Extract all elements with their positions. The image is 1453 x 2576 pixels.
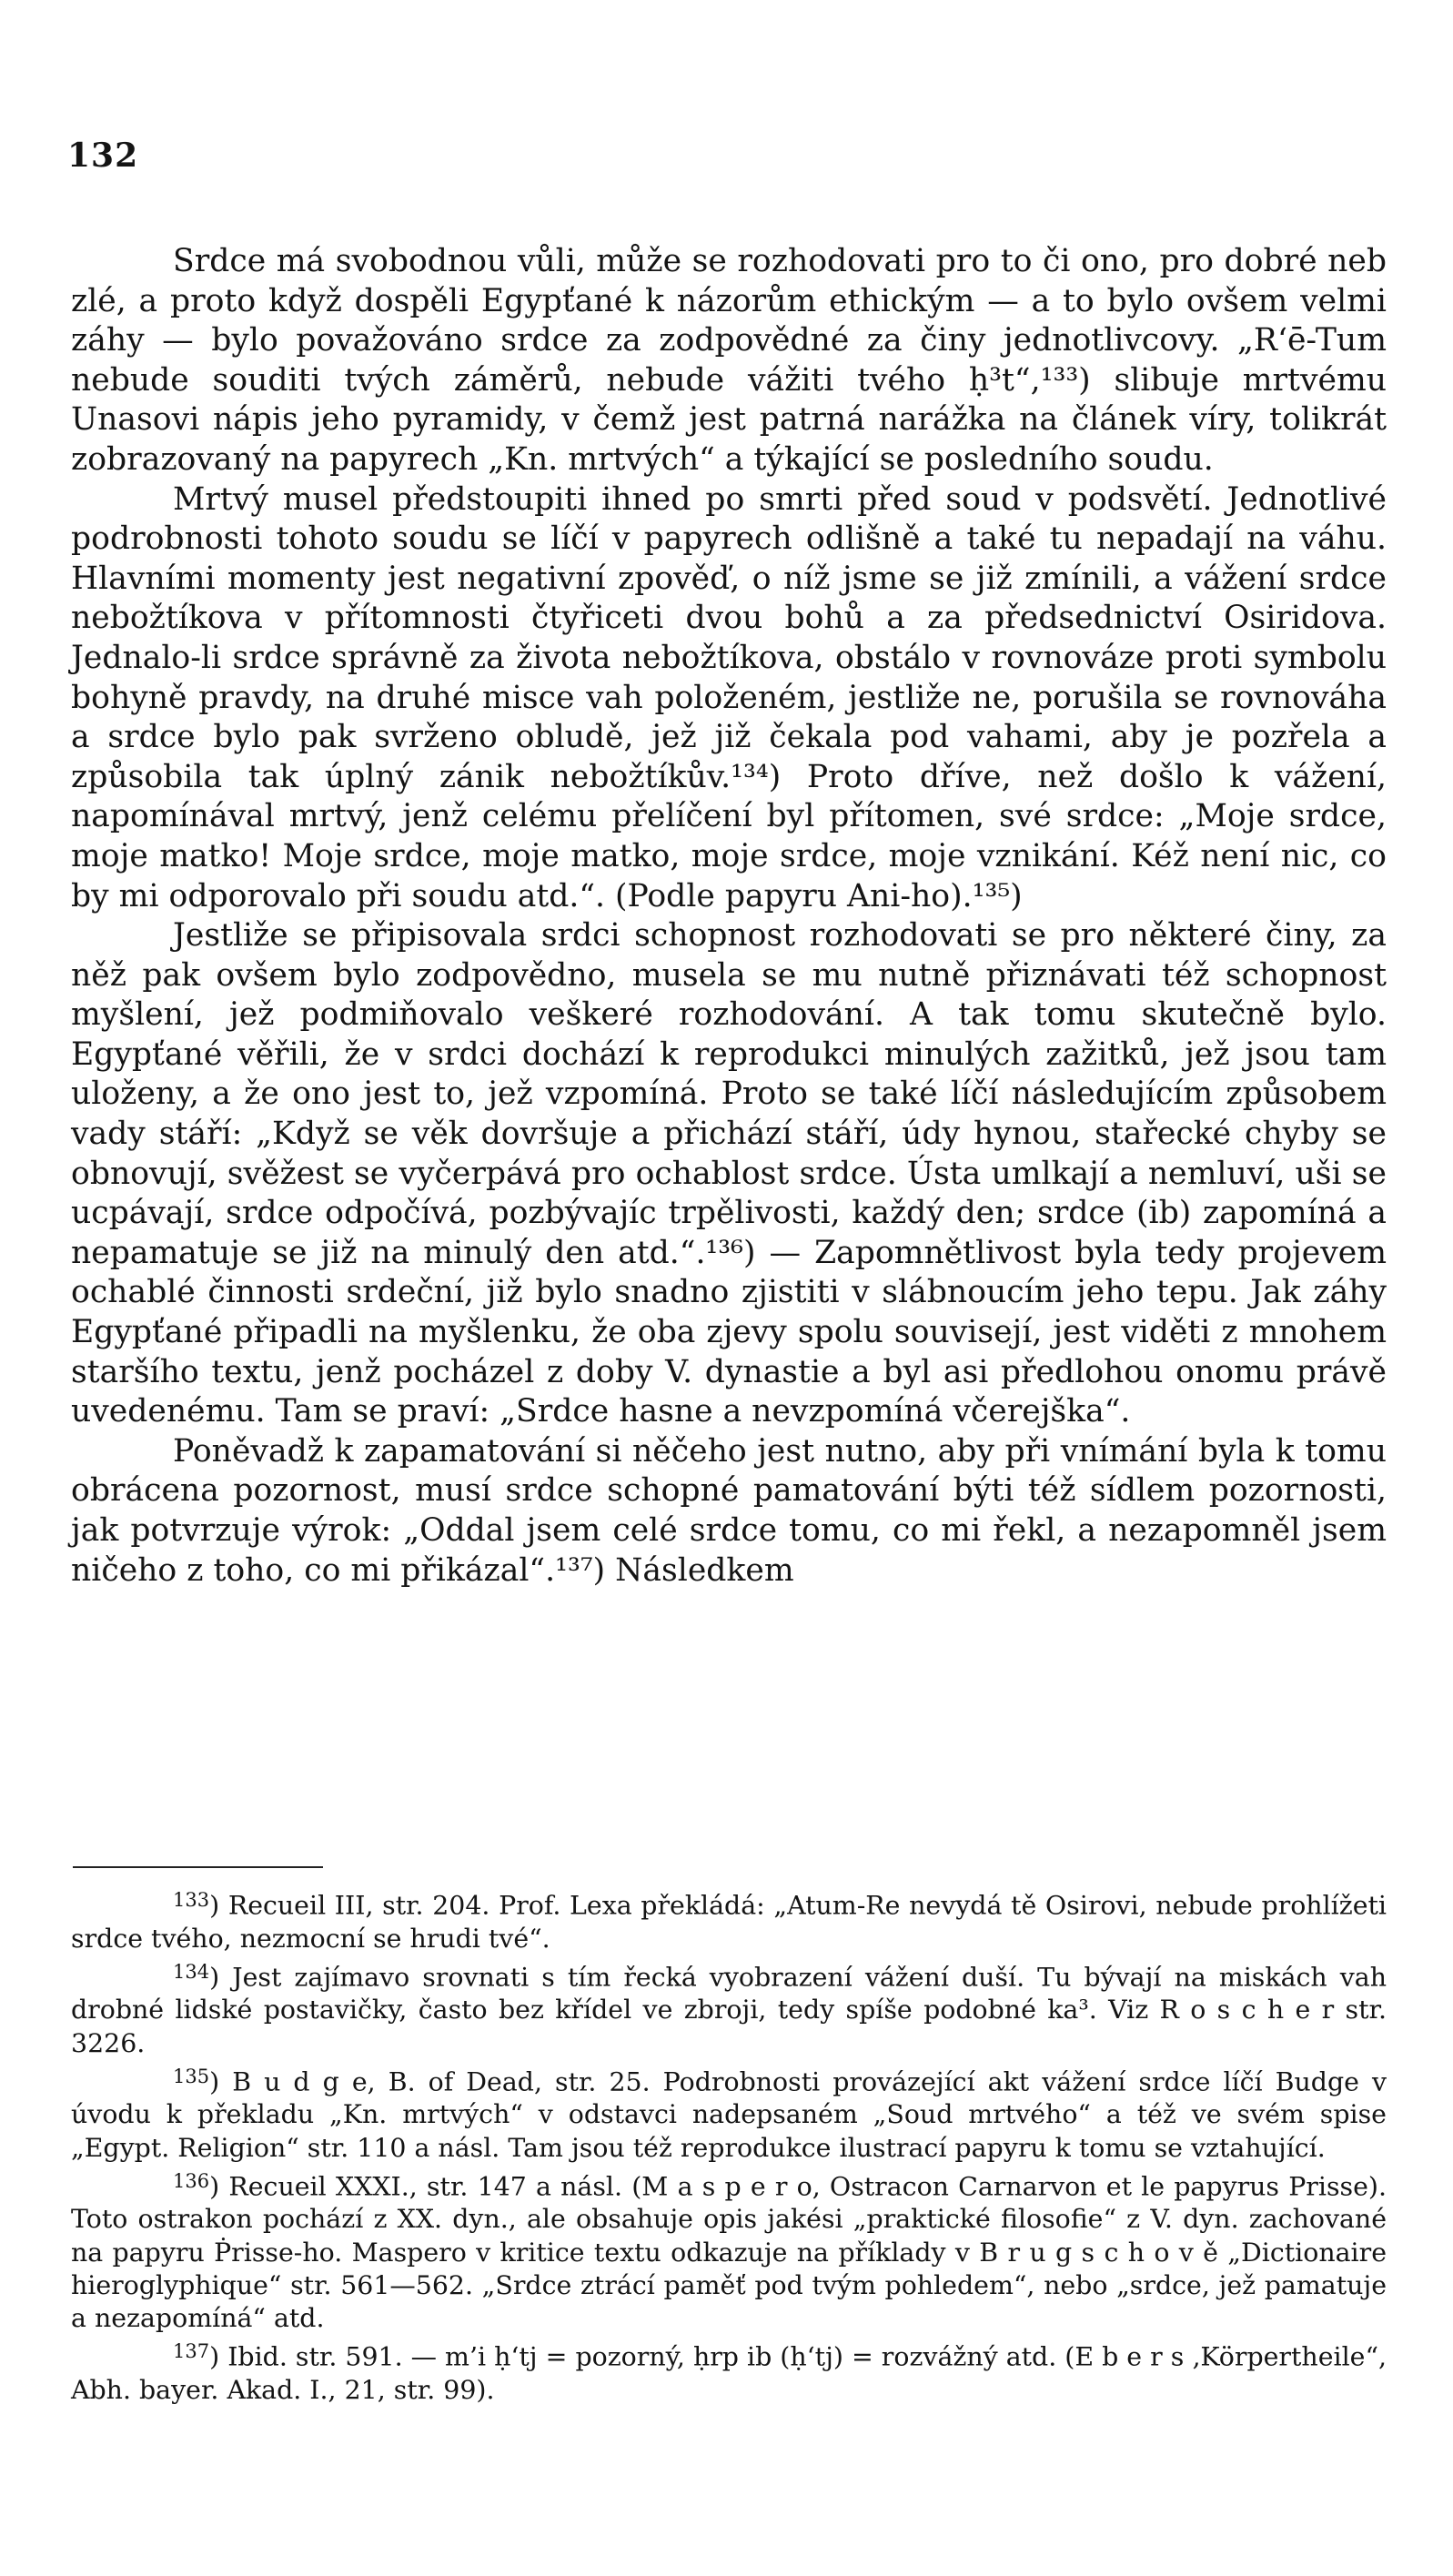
footnote-rule: [73, 1866, 323, 1868]
footnote: [71, 2165, 1387, 2335]
footnote-mark: 135: [173, 2065, 210, 2087]
body-text: [71, 242, 1387, 1591]
paragraph: Poněvadž k zapamatování si něčeho jest nutno, aby při vnímání byla k tomu obrácena pozornost, musí srdce schopné pamatování býti též sídlem pozornosti, jak potvrzuje výrok: „Oddal jsem celé srdce tomu, co mi řekl, a nezapomněl jsem ničeho z toho, co mi přikázal“.¹³⁷) Následkem: [71, 1432, 1387, 1589]
footnote-text: ) Recueil III, str. 204. Prof. Lexa překládá: „Atum-Re nevydá tě Osirovi, nebude prohlížeti srdce tvého, nezmocní se hrudi tvé“.: [71, 1890, 1387, 1954]
footnote-text: ) Ibid. str. 591. — m’i ḥ‘tj = pozorný, ḥrp ib (ḥ‘tj) = rozvážný atd. (E b e r s ‚Körpertheile“, Abh. bayer. Akad. I., 21, str. 99).: [71, 2341, 1387, 2405]
footnote-text: ) Jest zajímavo srovnati s tím řecká vyobrazení vážení duší. Tu bývají na miskách vah drobné lidské postavičky, často bez křídel ve zbroji, tedy spíše podobné ka³. Viz R o s c h e r str. 3226.: [71, 1962, 1387, 2058]
footnote-mark: 133: [173, 1889, 210, 1911]
footnotes: [71, 1884, 1387, 2407]
footnote-mark: 136: [173, 2169, 210, 2192]
footnote: [71, 1955, 1387, 2060]
footnote: [71, 1884, 1387, 1955]
page-number: 132: [67, 136, 139, 175]
footnote-text: ) Recueil XXXI., str. 147 a násl. (M a s p e r o, Ostracon Carnarvon et le papyrus Prisse). Toto ostrakon pochází z XX. dyn., ale obsahuje opis jakési „praktické filosofie“ z V. dyn. zachované na papyru Ṗrisse-ho. Maspero v kritice textu odkazuje na příklady v B r u g s c h o v ě „Dictionaire hieroglyphique“ str. 561—562. „Srdce ztrácí paměť pod tvým pohledem“, nebo „srdce, jež pamatuje a nezapomíná“ atd.: [71, 2171, 1387, 2333]
paragraph: Mrtvý musel předstoupiti ihned po smrti před soud v podsvětí. Jednotlivé podrobnosti tohoto soudu se líčí v papyrech odlišně a také tu nepadají na váhu. Hlavními momenty jest negativní zpověď, o níž jsme se již zmínili, a vážení srdce nebožtíkova v přítomnosti čtyřiceti dvou bohů a za předsednictví Osiridova. Jednalo-li srdce správně za života nebožtíkova, obstálo v rovnováze proti symbolu bohyně pravdy, na druhé misce vah položeném, jestliže ne, porušila se rovnováha a srdce bylo pak svrženo obludě, jež již čekala pod vahami, aby je pozřela a způsobila tak úplný zánik nebožtíkův.¹³⁴) Proto dříve, než došlo k vážení, napomínával mrtvý, jenž celému přelíčení byl přítomen, své srdce: „Moje srdce, moje matko! Moje srdce, moje matko, moje srdce, moje vznikání. Kéž není nic, co by mi odporovalo při soudu atd.“. (Podle papyru Ani-ho).¹³⁵): [71, 480, 1387, 914]
footnote-mark: 137: [173, 2340, 210, 2363]
footnote-mark: 134: [173, 1960, 210, 1983]
footnote: [71, 2335, 1387, 2407]
footnote: [71, 2060, 1387, 2165]
paragraph: Jestliže se připisovala srdci schopnost rozhodovati se pro některé činy, za něž pak ovšem bylo zodpovědno, musela se mu nutně přiznávati též schopnost myšlení, jež podmiňovalo veškeré rozhodování. A tak tomu skutečně bylo. Egypťané věřili, že v srdci dochází k reprodukci minulých zažitků, jež jsou tam uloženy, a že ono jest to, jež vzpomíná. Proto se také líčí následujícím způsobem vady stáří: „Když se věk dovršuje a přichází stáří, údy hynou, stařecké chyby se obnovují, svěžest se vyčerpává pro ochablost srdce. Ústa umlkají a nemluví, uši se ucpávají, srdce odpočívá, pozbývajíc trpělivosti, každý den; srdce (ib) zapomíná a nepamatuje se již na minulý den atd.“.¹³⁶) — Zapomnětlivost byla tedy projevem ochablé činnosti srdeční, již bylo snadno zjistiti v slábnoucím jeho tepu. Jak záhy Egypťané připadli na myšlenku, že oba zjevy spolu souvisejí, jest viděti z mnohem staršího textu, jenž pocházel z doby V. dynastie a byl asi předlohou onomu právě uvedenému. Tam se praví: „Srdce hasne a nevzpomíná včerejška“.: [71, 917, 1387, 1430]
footnote-text: ) B u d g e, B. of Dead, str. 25. Podrobnosti provázející akt vážení srdce líčí Budge v úvodu k překladu „Kn. mrtvých“ v odstavci nadepsaném „Soud mrtvého“ a též ve svém spise „Egypt. Religion“ str. 110 a násl. Tam jsou též reprodukce ilustrací papyru k tomu se vztahující.: [71, 2066, 1387, 2163]
paragraph: Srdce má svobodnou vůli, může se rozhodovati pro to či ono, pro dobré neb zlé, a proto když dospěli Egypťané k názorům ethickým — a to bylo ovšem velmi záhy — bylo považováno srdce za zodpovědné za činy jednotlivcovy. „R‘ē-Tum nebude souditi tvých záměrů, nebude vážiti tvého ḥ³t“,¹³³) slibuje mrtvému Unasovi nápis jeho pyramidy, v čemž jest patrná narážka na článek víry, tolikrát zobrazovaný na papyrech „Kn. mrtvých“ a týkající se posledního soudu.: [71, 243, 1387, 478]
